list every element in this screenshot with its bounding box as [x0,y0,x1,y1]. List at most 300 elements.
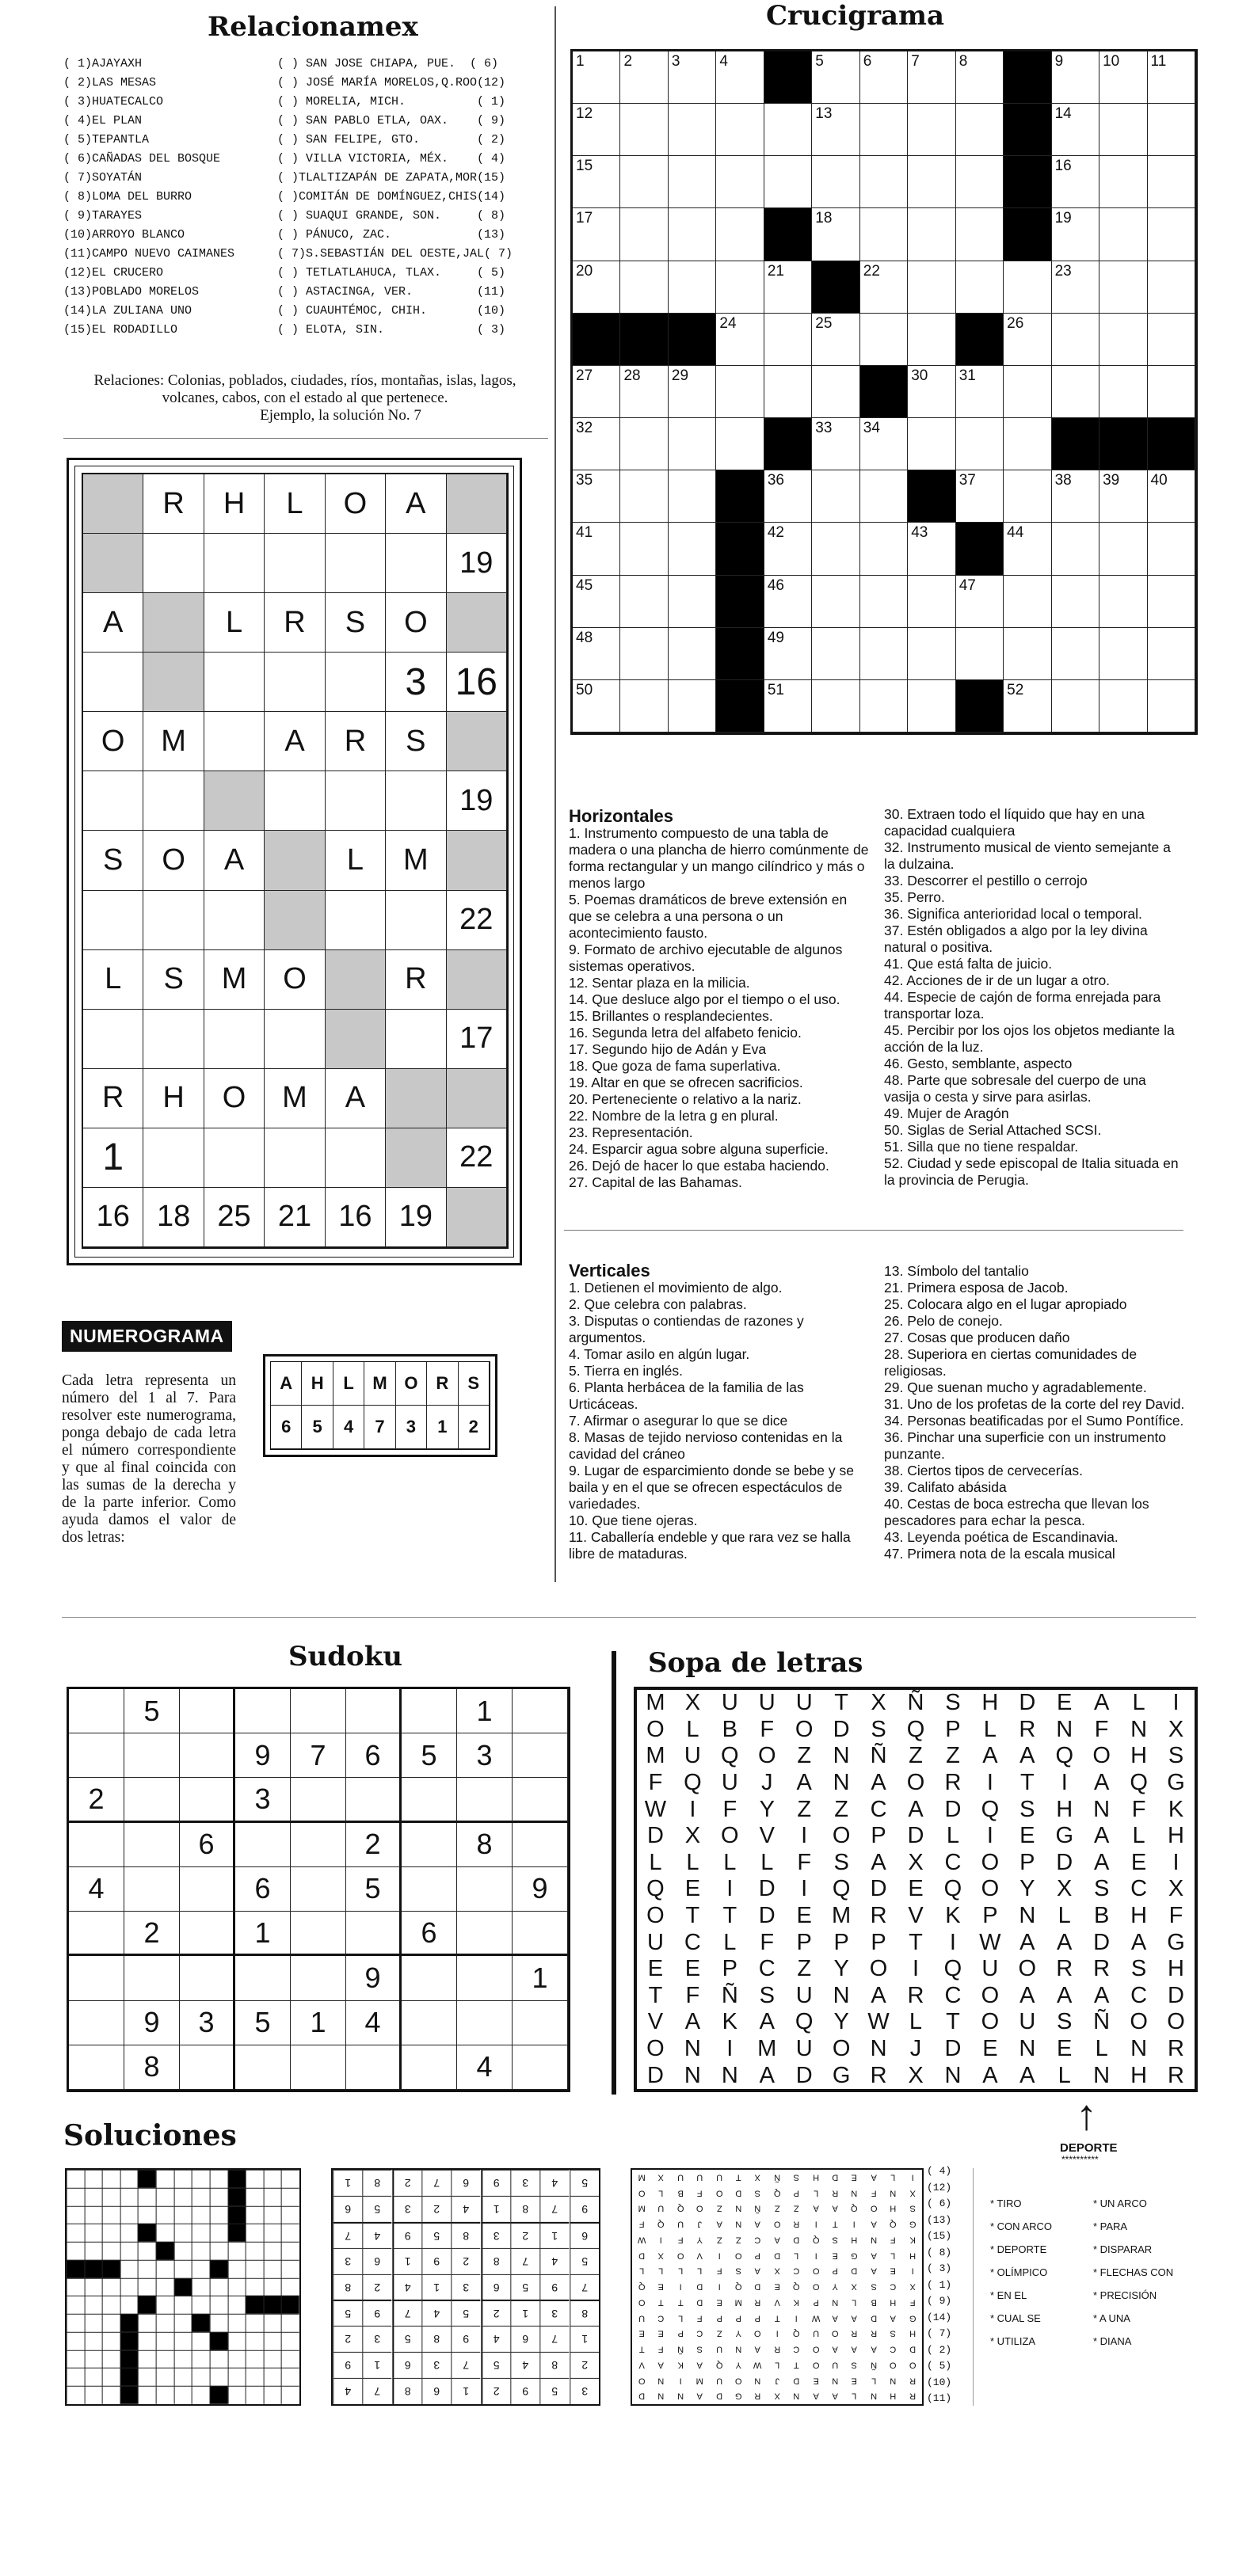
sudoku-cell [346,2045,402,2090]
solution-letter: S [793,2172,800,2182]
solution-letter: O [696,2204,703,2214]
solution-number: ( 9) [927,2295,952,2307]
crossword-cell [956,261,1004,314]
sudoku-cell [180,1778,235,1822]
crossword-cell [1148,680,1195,732]
sudoku-cell [291,1823,346,1867]
solution-sudoku-cell: 3 [481,2222,510,2248]
sudoku-cell: 3 [457,1733,513,1778]
word-search-letter: E [1130,1849,1147,1875]
crossword-number: 50 [576,681,593,698]
crossword-cell [620,156,668,208]
solution-cell [264,2332,282,2350]
word-search-letter: N [1130,2036,1148,2062]
solution-sudoku-cell: 5 [421,2222,451,2248]
numerograma-row-sum: 19 [447,534,507,593]
solution-letter: Q [715,2360,723,2370]
key-letter: M [364,1362,395,1406]
word-search-grid [634,1687,1198,2092]
word-search-letter: E [647,1956,664,1982]
solution-cell [85,2188,103,2206]
crossword-cell [1099,680,1147,732]
solution-letter: D [638,2251,646,2261]
sudoku-cell: 3 [235,1778,291,1822]
crossword-cell [669,470,716,523]
relacion-item: ( 5)TEPANTLA [63,133,150,146]
relacion-item: (11)CAMPO NUEVO CAIMANES [63,247,235,261]
crossword-cell [1004,470,1051,523]
solution-letter: H [890,2204,897,2214]
solution-letter: P [735,2313,741,2323]
solution-sudoku-cell: 6 [333,2196,362,2222]
deporte-arrow-icon: ↑ [1076,2091,1097,2139]
numerograma-cell: L [265,474,325,534]
crossword-cell [573,51,620,104]
solution-number: ( 3) [927,2262,952,2274]
solution-letter: A [832,2313,838,2323]
solution-letter: I [911,2266,914,2277]
crossword-cell [956,628,1004,680]
crossword-cell [573,680,620,732]
crossword-number: 8 [958,53,968,70]
relacionamex-note-1: Relaciones: Colonias, poblados, ciudades, ríos, montañas, islas, lagos, [93,372,516,389]
sudoku-cell [346,1912,402,1956]
word-search-letter: R [870,1903,887,1929]
crossword-number: 31 [958,367,976,384]
solution-cell [138,2314,156,2332]
crossword-cell [669,261,716,314]
solution-letter: X [657,2172,665,2182]
solution-letter: N [677,2391,684,2402]
solution-sudoku-cell: 5 [570,2248,599,2274]
word-search-letter: W [867,2009,890,2035]
sudoku-cell [124,1778,180,1822]
word-search-letter: I [912,1956,920,1982]
word-search-letter: C [1130,1876,1148,1902]
crossword-cell [812,576,859,628]
clue-item: 30. Extraen todo el líquido que hay en una capacidad cualquiera [884,806,1145,839]
clue-item: 22. Nombre de la letra g en plural. [569,1108,779,1124]
solution-letter: Ñ [754,2204,761,2214]
solution-cell [85,2332,103,2350]
solution-letter: O [715,2188,723,2198]
solution-sudoku-cell: 1 [392,2248,421,2274]
solution-cell [138,2350,156,2369]
solution-number: (11) [927,2392,952,2404]
solution-sudoku-cell: 6 [392,2352,421,2378]
sudoku-cell: 3 [180,2001,235,2045]
solution-cell [174,2296,192,2314]
crossword-cell [812,680,859,732]
sudoku-title: Sudoku [288,1641,403,1672]
solution-cell [138,2332,156,2350]
word-search-letter: S [1057,2009,1073,2035]
solution-cell [210,2242,228,2260]
word-search-letter: Ñ [870,1743,887,1769]
solution-letter: F [890,2235,896,2245]
solution-cell [228,2188,246,2206]
sudoku-cell: 7 [291,1733,346,1778]
numerograma-cell [326,771,386,831]
key-letter: R [427,1362,458,1406]
crossword-cell [812,156,859,208]
word-search-letter: U [646,1929,664,1955]
crossword-cell [716,156,764,208]
word-search-letter: X [908,1849,924,1875]
word-search-letter: L [1058,2062,1071,2088]
solution-cell [120,2350,139,2369]
solution-sudoku-cell: 2 [510,2222,539,2248]
word-search-letter: T [834,1690,848,1716]
solution-letter: L [658,2266,664,2277]
word-search-letter: J [909,2036,922,2062]
word-search-letter: K [722,2009,737,2035]
solution-letter: C [793,2266,800,2277]
crossword-cell [1052,104,1099,156]
key-value: 1 [427,1406,458,1449]
crossword-cell [1052,51,1099,104]
crossword-block [956,523,1004,575]
solution-letter: R [793,2220,800,2230]
solution-letter: M [696,2376,703,2386]
clue-item: 20. Perteneciente o relativo a la nariz. [569,1091,802,1107]
word-list-item: * UN ARCO [1093,2197,1147,2209]
numerograma-cell [204,771,265,831]
solution-letter: L [852,2297,857,2308]
numerograma-cell [447,1188,507,1247]
word-search-letter: M [646,1743,665,1769]
section-divider [62,1617,1196,1618]
clue-item: 45. Percibir por los ojos los objetos mediante la acción de la luz. [884,1022,1175,1055]
clue-item: 29. Que suenan mucho y agradablemente. [884,1379,1147,1395]
word-search-letter: H [1168,1956,1184,1982]
crossword-number: 14 [1054,105,1072,123]
crossword-number: 26 [1007,314,1024,332]
solution-letter: Q [793,2329,800,2339]
solution-cell [281,2278,299,2296]
clue-item: 4. Tomar asilo en algún lugar. [569,1346,750,1362]
sudoku-cell [69,2001,124,2045]
word-search-letter: A [871,1770,886,1796]
clue-item: 1. Detienen el movimiento de algo. [569,1280,783,1296]
sudoku-cell [235,1689,291,1733]
word-search-letter: P [982,1903,998,1929]
solution-letter: G [909,2220,917,2230]
clue-item: 51. Silla que no tiene respaldar. [884,1139,1079,1155]
solution-cell [120,2224,139,2242]
word-search-letter: A [684,2009,701,2035]
sudoku-cell: 9 [124,2001,180,2045]
numerograma-cell [83,653,143,712]
solution-letter: L [890,2172,896,2182]
crossword-cell [669,576,716,628]
solution-letter: T [735,2172,741,2182]
word-search-letter: L [909,2009,923,2035]
crossword-cell [669,104,716,156]
word-search-letter: A [1019,2062,1035,2088]
solution-sudoku-cell: 1 [362,2352,391,2378]
word-list-item: * DIANA [1093,2335,1132,2347]
solution-letter: N [871,2391,877,2402]
numerograma-cell [204,1010,265,1069]
solution-letter: U [715,2172,722,2182]
solution-letter: F [697,2313,703,2323]
crossword-number: 27 [576,367,593,384]
numerograma-cell: M [204,950,265,1010]
word-search-letter: F [1094,1716,1109,1742]
word-search-letter: I [1172,1849,1179,1875]
word-search-letter: Q [943,1956,962,1982]
solution-cell [156,2296,174,2314]
sudoku-cell [180,2045,235,2090]
solution-letter: P [793,2188,800,2198]
solution-cell [210,2206,228,2224]
column-divider [554,6,556,1582]
numerograma-cell [204,653,265,712]
relacion-item: (15)EL RODADILLO [63,323,178,337]
crossword-cell [716,51,764,104]
word-search-letter: F [722,1796,737,1822]
crossword-number: 17 [576,210,593,227]
word-search-letter: R [1093,1956,1111,1982]
clue-item: 23. Representación. [569,1124,693,1140]
word-search-letter: D [1168,1982,1184,2008]
crossword-cell [812,104,859,156]
solution-letter: Q [676,2204,684,2214]
word-search-letter: D [758,1876,776,1902]
numerograma-cell: R [265,593,325,653]
solution-letter: K [909,2235,916,2245]
solution-letter: Ñ [677,2344,684,2354]
solution-sudoku-cell: 9 [333,2352,362,2378]
sudoku-solution-grid [331,2168,600,2406]
word-search-letter: L [1132,1823,1145,1849]
crossword-cell [860,261,908,314]
solution-cell [281,2332,299,2350]
solution-cell [138,2170,156,2188]
crossword-number: 23 [1054,262,1072,280]
word-search-letter: O [1167,2009,1185,2035]
solution-cell [264,2206,282,2224]
word-search-letter: O [981,2009,1000,2035]
solution-cell [120,2260,139,2278]
word-search-letter: E [1019,1823,1035,1849]
solution-number: (14) [927,2311,952,2323]
word-search-letter: S [1130,1956,1147,1982]
solution-cell [102,2278,120,2296]
solution-letter: O [812,2282,820,2292]
crossword-cell [573,576,620,628]
clue-item: 28. Superiora en ciertas comunidades de religiosas. [884,1346,1138,1379]
crossword-block [860,366,908,418]
word-search-letter: E [982,2036,998,2062]
solution-letter: X [774,2266,780,2277]
word-search-letter: R [907,1982,924,2008]
sudoku-cell [402,1823,457,1867]
numerograma-cell [326,1128,386,1188]
crossword-cell [1148,156,1195,208]
crossword-cell [1052,261,1099,314]
solution-letter: N [851,2188,858,2198]
crossword-cell [1099,366,1147,418]
word-search-letter: O [646,1903,665,1929]
solution-letter: S [735,2266,741,2277]
sudoku-cell: 8 [457,1823,513,1867]
solution-letter: L [852,2391,857,2402]
numerograma-cell [143,653,204,712]
crossword-number: 25 [815,314,833,332]
solution-letter: N [890,2376,897,2386]
relacion-item: (13)POBLADO MORELOS [63,285,200,299]
solution-cell [156,2332,174,2350]
solution-cell [174,2278,192,2296]
word-search-letter: P [945,1716,961,1742]
solution-letter: F [638,2220,645,2230]
sudoku-cell [291,1778,346,1822]
solution-sudoku-cell: 5 [362,2196,391,2222]
sudoku-cell: 1 [235,1912,291,1956]
word-search-letter: N [1093,1796,1111,1822]
numerograma-cell: R [326,712,386,771]
word-search-letter: F [1168,1903,1183,1929]
sudoku-cell: 4 [69,1867,124,1912]
solution-letter: Q [793,2282,800,2292]
relacion-match: ( ) PÁNUCO, ZAC. (13) [277,228,506,242]
solution-letter: V [696,2251,703,2261]
solution-number: ( 1) [927,2278,952,2291]
word-list-item: * CON ARCO [990,2220,1053,2232]
crossword-number: 21 [767,262,784,280]
word-search-letter: X [908,2062,924,2088]
numerograma-cell [265,831,325,890]
solution-letter: M [734,2297,742,2308]
crossword-cell [669,523,716,575]
sudoku-cell [124,1867,180,1912]
numerograma-title: NUMEROGRAMA [62,1321,232,1352]
numerograma-cell [83,771,143,831]
solution-cell [174,2206,192,2224]
solution-cell [102,2260,120,2278]
word-list-right [1093,2192,1173,2353]
word-list-item: * UTILIZA [990,2335,1036,2347]
solution-letter: J [697,2220,703,2230]
word-search-letter: T [685,1903,700,1929]
word-search-letter: C [944,1982,962,2008]
crossword-cell [1004,628,1051,680]
word-search-letter: Z [797,1956,812,1982]
word-search-letter: X [684,1690,701,1716]
clue-item: 27. Capital de las Bahamas. [569,1174,742,1190]
solution-letter: I [718,2282,721,2292]
solution-letter: B [677,2188,684,2198]
solution-letter: A [754,2220,761,2230]
crossword-cell [573,418,620,470]
sudoku-cell [180,1689,235,1733]
solution-cell [138,2368,156,2386]
word-search-letter: A [1130,1929,1147,1955]
numerograma-cell: 21 [265,1188,325,1247]
solution-cell [67,2368,85,2386]
numerograma-cell [204,712,265,771]
solution-letter: F [909,2297,916,2308]
solution-cell [246,2242,264,2260]
crossword-cell [1148,51,1195,104]
crossword-cell [764,104,812,156]
solution-letter: Z [716,2235,722,2245]
solution-letter: M [638,2172,646,2182]
word-search-letter: G [1167,1770,1185,1796]
crossword-cell [908,208,955,261]
word-search-letter: A [1093,1982,1110,2008]
solution-cell [102,2206,120,2224]
crossword-number: 16 [1054,158,1072,175]
crossword-cell [1052,366,1099,418]
key-letter: S [459,1362,490,1406]
solution-letter: N [735,2220,742,2230]
crossword-number: 5 [815,53,824,70]
relacion-match: ( ) SUAQUI GRANDE, SON. ( 8) [277,209,506,223]
sudoku-cell [513,2001,568,2045]
word-search-letter: I [801,1876,808,1902]
crossword-number: 1 [576,53,585,70]
word-search-letter: D [870,1876,887,1902]
solution-letter: H [909,2329,916,2339]
sudoku-cell: 6 [402,1912,457,1956]
crossword-number: 30 [911,367,928,384]
solution-letter: D [696,2282,703,2292]
word-search-letter: D [646,2062,664,2088]
solution-cell [174,2188,192,2206]
solution-number: (13) [927,2213,952,2226]
clue-item: 37. Estén obligados a algo por la ley divina natural o positiva. [884,923,1148,955]
word-search-letter: G [1167,1929,1185,1955]
clue-item: 10. Que tiene ojeras. [569,1512,698,1528]
solution-letter: T [638,2344,645,2354]
solution-sudoku-cell: 2 [451,2248,480,2274]
solution-letter: A [871,2172,877,2182]
crossword-cell [573,523,620,575]
solution-letter: G [734,2391,742,2402]
solution-cell [102,2242,120,2260]
crossword-number: 13 [815,105,833,123]
solution-letter: U [715,2344,722,2354]
crossword-number: 29 [671,367,689,384]
solution-letter: Q [851,2204,858,2214]
word-search-letter: V [759,1823,775,1849]
crossword-cell [860,104,908,156]
key-letter: O [396,1362,427,1406]
sudoku-cell [180,1733,235,1778]
solution-letter: R [832,2188,839,2198]
numerograma-cell [143,891,204,950]
horizontales-right [884,806,1185,1189]
solution-letter: P [754,2251,761,2261]
numerograma-cell: 3 [386,653,446,712]
numerograma-cell [447,593,507,653]
crossword-block [1004,51,1051,104]
relacionamex-note-3: Ejemplo, la solución No. 7 [260,407,421,424]
solution-letter: L [639,2266,645,2277]
word-search-letter: Z [909,1743,923,1769]
word-search-letter: F [760,1929,775,1955]
solution-letter: U [657,2204,665,2214]
word-search-letter: O [981,1849,1000,1875]
solution-cell [264,2170,282,2188]
sudoku-cell [513,1823,568,1867]
relacion-match: ( ) MORELIA, MICH. ( 1) [277,95,506,108]
relacion-match: ( )TLALTIZAPÁN DE ZAPATA,MOR(15) [277,171,506,185]
solution-cell [138,2386,156,2404]
